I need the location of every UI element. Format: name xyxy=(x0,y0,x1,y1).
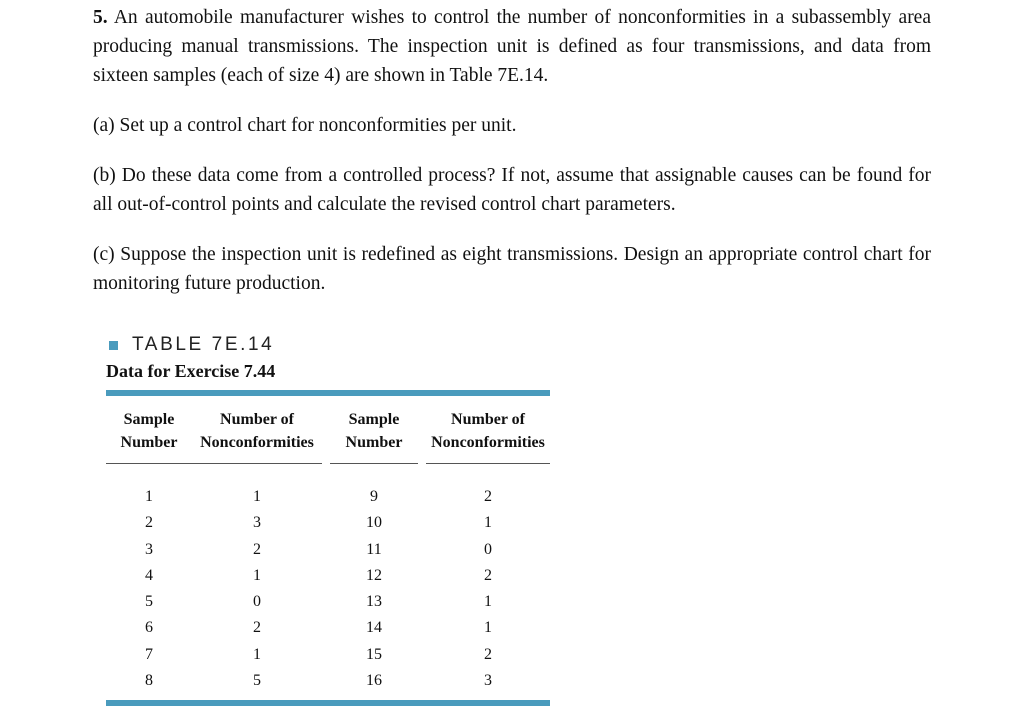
data-table-block xyxy=(106,334,550,706)
cell-sample: 12 xyxy=(366,566,382,584)
cell-nonconformities: 1 xyxy=(484,593,492,611)
table-tag-label: TABLE 7E.14 xyxy=(132,334,275,355)
table-tag xyxy=(106,334,550,356)
square-bullet-icon xyxy=(109,341,118,350)
problem-intro xyxy=(93,3,931,90)
cell-sample: 11 xyxy=(366,540,382,558)
cell-nonconformities: 0 xyxy=(253,593,261,611)
cell-sample: 13 xyxy=(366,593,382,611)
cell-sample: 8 xyxy=(145,672,153,690)
cell-sample: 15 xyxy=(366,645,382,663)
cell-sample: 2 xyxy=(145,514,153,532)
cell-nonconformities: 1 xyxy=(253,645,261,663)
cell-sample: 9 xyxy=(370,488,378,505)
cell-sample: 10 xyxy=(366,514,382,532)
problem-text xyxy=(93,3,931,298)
cell-nonconformities: 0 xyxy=(484,540,492,558)
table-row xyxy=(106,510,550,536)
part-b: (b) Do these data come from a controlled process? If not, assume that assignable causes can be found for all out-of-control points and calculate the revised control chart parameters. xyxy=(93,165,931,215)
cell-nonconformities: 1 xyxy=(253,488,261,505)
cell-sample: 14 xyxy=(366,619,382,637)
cell-nonconformities: 2 xyxy=(253,540,261,558)
cell-nonconformities: 3 xyxy=(253,514,261,532)
cell-sample: 6 xyxy=(145,619,153,637)
cell-nonconformities: 1 xyxy=(253,566,261,584)
header-nonconformities-1: Number of Nonconformities xyxy=(192,396,322,474)
cell-nonconformities: 1 xyxy=(484,514,492,532)
header-nonconformities-2: Number of Nonconformities xyxy=(418,396,550,474)
header-sample-number-2: Sample Number xyxy=(322,396,418,474)
cell-nonconformities: 2 xyxy=(484,488,492,505)
table-row xyxy=(106,615,550,641)
cell-nonconformities: 5 xyxy=(253,672,261,690)
part-a: (a) Set up a control chart for nonconformities per unit. xyxy=(93,115,517,136)
table-bottom-rule xyxy=(106,700,550,706)
table-caption: Data for Exercise 7.44 xyxy=(106,361,276,381)
table-row xyxy=(106,668,550,694)
table-row xyxy=(106,563,550,589)
data-table xyxy=(106,396,550,694)
cell-nonconformities: 2 xyxy=(484,645,492,663)
cell-sample: 1 xyxy=(145,488,153,505)
table-row xyxy=(106,537,550,563)
cell-sample: 7 xyxy=(145,645,153,663)
table-row xyxy=(106,589,550,615)
problem-number: 5. xyxy=(93,7,108,28)
table-row xyxy=(106,642,550,668)
header-sample-number-1: Sample Number xyxy=(106,396,192,474)
problem-intro-text: An automobile manufacturer wishes to control the number of nonconformities in a subassembly area producing manual transmissions. The inspection unit is defined as four transmissions, and data from sixteen samples (each of size 4) are shown in Table 7E.14. xyxy=(93,7,931,86)
cell-nonconformities: 2 xyxy=(253,619,261,637)
table-row xyxy=(106,474,550,510)
cell-sample: 4 xyxy=(145,566,153,584)
cell-sample: 16 xyxy=(366,672,382,690)
cell-nonconformities: 3 xyxy=(484,672,492,690)
table-header-row xyxy=(106,396,550,474)
cell-nonconformities: 1 xyxy=(484,619,492,637)
cell-nonconformities: 2 xyxy=(484,566,492,584)
part-c: (c) Suppose the inspection unit is redefined as eight transmissions. Design an appropriate control chart for monitoring future production. xyxy=(93,244,931,294)
cell-sample: 5 xyxy=(145,593,153,611)
cell-sample: 3 xyxy=(145,540,153,558)
